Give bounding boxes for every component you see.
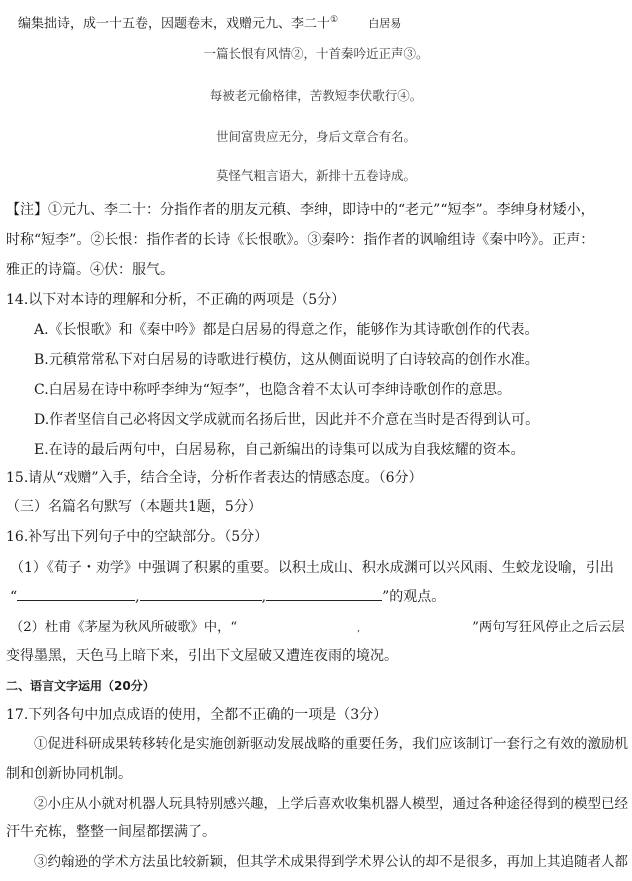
answer-blank-1[interactable]: [17, 586, 135, 601]
q17-sentence-1-line1: ①促进科研成果转移转化是实施创新驱动发展战略的重要任务，我们应该制订一套行之有效的激励机: [34, 736, 628, 752]
q17-stem: 17.下列各句中加点成语的使用，全都不正确的一项是（3分）: [6, 707, 388, 723]
q14-stem: 14.以下对本诗的理解和分析，不正确的两项是（5分）: [6, 292, 346, 308]
q14-option-c: C.白居易在诗中称呼李绅为“短李”，也隐含着不太认可李绅诗歌创作的意思。: [34, 382, 511, 398]
poem-title-line: [18, 10, 401, 34]
answer-blank-2[interactable]: [140, 586, 262, 601]
poem-line-2: 每被老元偷格律，苦教短李伏歌行④。: [209, 88, 423, 103]
q16-part2-line2: 变得墨黑，天色马上暗下来，引出下文屋破又遭连夜雨的境况。: [6, 648, 398, 664]
open-quote: “: [10, 589, 18, 605]
answer-blank-4[interactable]: [237, 616, 357, 631]
poem-line-4: 莫怪气粗言语大，新排十五卷诗成。: [215, 168, 416, 183]
q16-stem: 16.补写出下列句子中的空缺部分。（5分）: [6, 529, 269, 545]
notes-line-3: 雅正的诗篇。④伏：服气。: [6, 262, 174, 278]
part2-suffix: ”两句写狂风停止之后云层: [472, 620, 625, 635]
q14-option-a: A.《长恨歌》和《秦中吟》都是白居易的得意之作，能够作为其诗歌创作的代表。: [34, 322, 539, 338]
q14-option-d: D.作者坚信自己必将因文学成就而名扬后世，因此并不介意在当时是否得到认可。: [34, 412, 540, 428]
poem-author: 白居易: [368, 17, 402, 31]
q16-part2-line1: [10, 616, 625, 639]
section-2-heading: 二、语言文字运用（20分）: [6, 679, 155, 693]
blank-separator: ,: [357, 624, 361, 634]
answer-blank-3[interactable]: [266, 586, 382, 601]
notes-line-1: 【注】①元九、李二十：分指作者的朋友元稹、李绅，即诗中的“老元”“短李”。李绅身材矮小，: [6, 202, 595, 218]
close-quote-text: ”的观点。: [382, 589, 446, 605]
notes-line-2: 时称“短李”。②长恨：指作者的长诗《长恨歌》。③秦吟：指作者的讽喻组诗《秦中吟》。正声：: [6, 232, 595, 248]
part2-prefix: （2）杜甫《茅屋为秋风所破歌》中，“: [10, 620, 238, 635]
poem-line-1: 一篇长恨有风情②，十首秦吟近正声③。: [203, 46, 429, 61]
q15-stem: 15.请从“戏赠”入手，结合全诗，分析作者表达的情感态度。（6分）: [6, 470, 423, 486]
q14-option-b: B.元稹常常私下对白居易的诗歌进行模仿，这从侧面说明了白诗较高的创作水准。: [34, 352, 539, 368]
q17-sentence-2-line2: 汗牛充栋，整整一间屋都摆满了。: [6, 824, 216, 840]
footnote-marker: ①: [330, 15, 339, 25]
q14-option-e: E.在诗的最后两句中，白居易称，自己新编出的诗集可以成为自我炫耀的资本。: [34, 442, 525, 458]
section-3-heading: （三）名篇名句默写（本题共1题，5分）: [6, 499, 262, 515]
answer-blank-5[interactable]: [360, 616, 472, 631]
blank-separator: ,: [261, 589, 267, 605]
q17-sentence-1-line2: 制和创新协同机制。: [6, 766, 132, 782]
q16-part1-line1: （1）《荀子・劝学》中强调了积累的重要。以积土成山、积水成渊可以兴风雨、生蛟龙设喻，引出: [10, 560, 614, 576]
q17-sentence-3-line1: ③约翰逊的学术方法虽比较新颖，但其学术成果得到学术界公认的却不是很多，再加上其追随者人都: [34, 854, 628, 870]
blank-separator: ,: [135, 589, 140, 605]
q17-sentence-2-line1: ②小庄从小就对机器人玩具特别感兴趣，上学后喜欢收集机器人模型，通过各种途径得到的模型已经: [34, 796, 628, 812]
poem-line-3: 世间富贵应无分，身后文章合有名。: [215, 129, 416, 144]
q16-part1-blanks: [10, 586, 445, 607]
poem-title: 编集拙诗，成一十五卷，因题卷末，戏赠元九、李二十: [18, 16, 331, 32]
